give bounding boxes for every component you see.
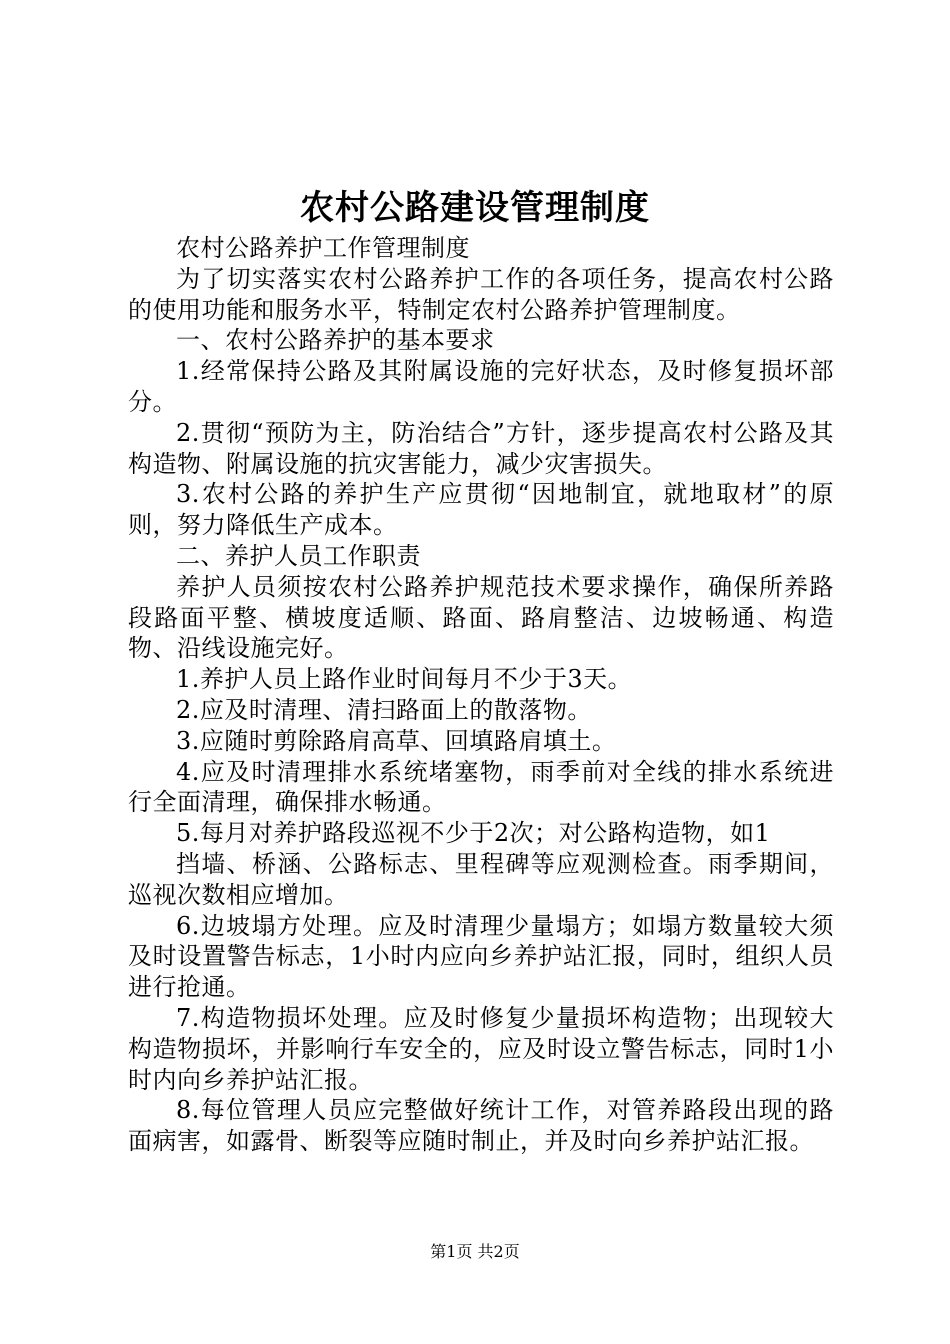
paragraph: 3.应随时剪除路肩高草、回填路肩填土。: [176, 726, 617, 755]
paragraph: 养护人员须按农村公路养护规范技术要求操作，确保所养路段路面平整、横坡度适顺、路面、路肩整洁、边坡畅通、构造物、沿线设施完好。: [128, 572, 834, 663]
paragraph: 农村公路养护工作管理制度: [176, 234, 470, 262]
paragraph: 4.应及时清理排水系统堵塞物，雨季前对全线的排水系统进行全面清理，确保排水畅通。: [128, 757, 834, 817]
paragraph: 1.经常保持公路及其附属设施的完好状态，及时修复损坏部分。: [128, 357, 834, 416]
section-heading: 一、农村公路养护的基本要求: [176, 326, 495, 355]
section-heading: 二、养护人员工作职责: [176, 541, 421, 570]
paragraph: 5.每月对养护路段巡视不少于2次；对公路构造物，如1: [176, 819, 771, 848]
paragraph: 挡墙、桥涵、公路标志、里程碑等应观测检查。雨季期间，巡视次数相应增加。: [128, 849, 834, 909]
paragraph: 2.应及时清理、清扫路面上的散落物。: [176, 695, 592, 724]
page-number-footer: 第1页 共2页: [430, 1242, 520, 1261]
document-title: 农村公路建设管理制度: [300, 188, 650, 228]
paragraph: 6.边坡塌方处理。应及时清理少量塌方；如塌方数量较大须及时设置警告标志，1小时内应向乡养护站汇报，同时，组织人员进行抢通。: [128, 911, 834, 1002]
paragraph: 7.构造物损坏处理。应及时修复少量损坏构造物；出现较大构造物损坏，并影响行车安全的，应及时设立警告标志，同时1小时内向乡养护站汇报。: [128, 1003, 834, 1094]
paragraph: 8.每位管理人员应完整做好统计工作，对管养路段出现的路面病害，如露骨、断裂等应随时制止，并及时向乡养护站汇报。: [128, 1096, 834, 1156]
paragraph: 2.贯彻“预防为主，防治结合”方针，逐步提高农村公路及其构造物、附属设施的抗灾害能力，减少灾害损失。: [128, 418, 834, 478]
paragraph: 1.养护人员上路作业时间每月不少于3天。: [176, 665, 633, 694]
paragraph: 3.农村公路的养护生产应贯彻“因地制宜，就地取材”的原则，努力降低生产成本。: [128, 480, 834, 540]
document-body: [128, 233, 834, 1157]
paragraph: 为了切实落实农村公路养护工作的各项任务，提高农村公路的使用功能和服务水平，特制定农村公路养护管理制度。: [128, 264, 834, 324]
